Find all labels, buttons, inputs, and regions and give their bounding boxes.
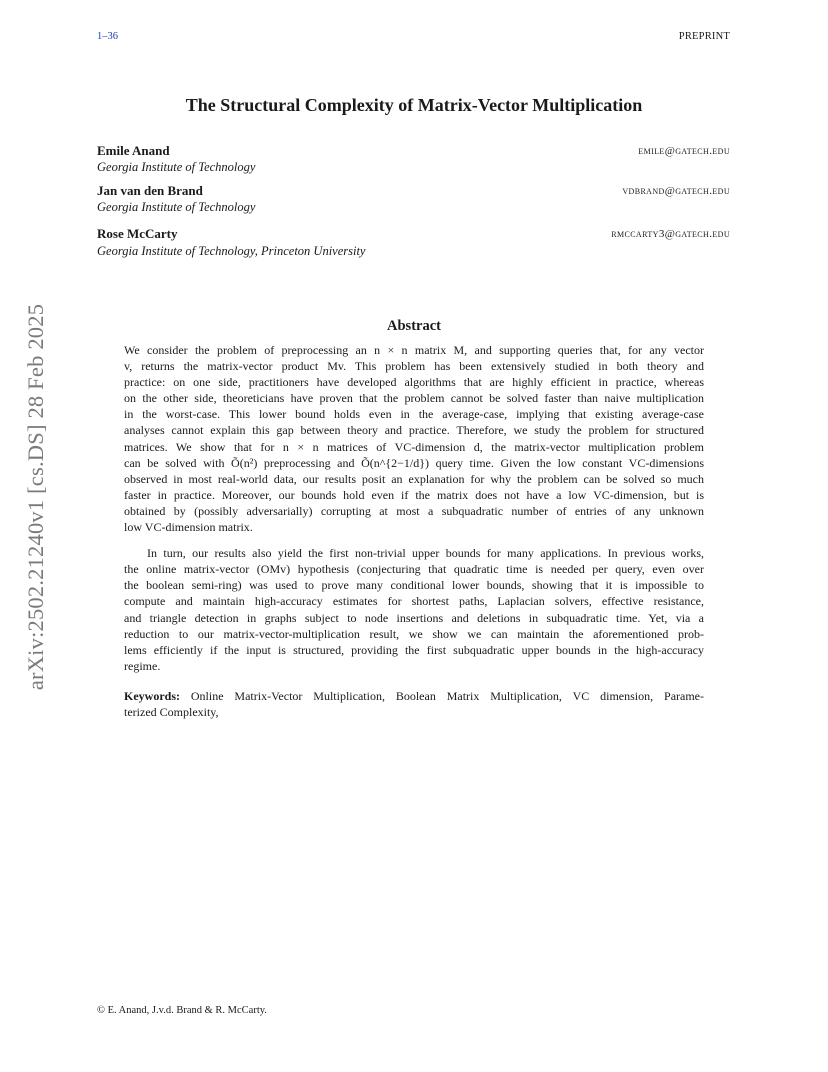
abstract-line: on the other side, theoreticians have proven that the problem cannot be solved faster than naive multiplication: [124, 391, 704, 406]
abstract-paragraph-2: [124, 545, 704, 674]
author-name: Emile Anand: [97, 143, 170, 158]
abstract-line: practice: on one side, practitioners have developed algorithms that are highly efficient in practice, whereas: [124, 375, 704, 390]
abstract-line: reduction to our matrix-vector-multiplication result, we show we can maintain the aforementioned prob-: [124, 626, 704, 641]
abstract-line: the online matrix-vector (OMv) hypothesis (conjecturing that quadratic time is needed per query, even over: [124, 562, 704, 577]
abstract-line: obtained by (possibly adversarially) corrupting at most a subquadratic number of entries of any unknown: [124, 503, 704, 518]
abstract-line: in the worst-case. This lower bound holds even in the average-case, implying that existing average-case: [124, 407, 704, 422]
copyright-footer: © E. Anand, J.v.d. Brand & R. McCarty.: [97, 1005, 267, 1016]
abstract-line: the boolean semi-ring) was used to prove many conditional lower bounds, showing that it is impossible to: [124, 578, 704, 593]
abstract-line: observed in most real-world data, our results posit an explanation for why the problem can be solved so much: [124, 471, 704, 486]
abstract-line: In turn, our results also yield the first non-trivial upper bounds for many applications. In previous works,: [147, 546, 704, 561]
abstract-line: regime.: [124, 658, 161, 673]
author-affiliation: Georgia Institute of Technology, Princeton University: [97, 244, 366, 258]
keywords-text-continued: terized Complexity,: [124, 704, 219, 719]
keywords: [124, 688, 704, 720]
paper-title: The Structural Complexity of Matrix-Vector Multiplication: [185, 95, 643, 115]
author-name: Jan van den Brand: [97, 183, 203, 198]
abstract-line: low VC-dimension matrix.: [124, 520, 253, 535]
page-range[interactable]: 1–36: [97, 31, 118, 42]
keywords-label: Keywords:: [124, 688, 180, 703]
abstract-line: analyses cannot explain this gap between theory and practice. Therefore, we study the problem for structured: [124, 423, 704, 438]
preprint-label: PREPRINT: [678, 31, 730, 42]
abstract-line: v, returns the matrix-vector product Mv. This problem has been extensively studied in both theory and: [124, 359, 704, 374]
abstract-line: matrices. We show that for n × n matrices of VC-dimension d, the matrix-vector multiplication problem: [124, 439, 704, 454]
author-email: vdbrand@gatech.edu: [622, 185, 730, 197]
abstract-line: compute and maintain high-accuracy estimates for shortest paths, Laplacian solvers, effective resistance,: [124, 594, 704, 609]
keywords-text: Online Matrix-Vector Multiplication, Boolean Matrix Multiplication, VC dimension, Parame-: [190, 688, 704, 703]
abstract-line: lems efficiently if the input is structured, providing the first subquadratic upper bounds in the high-accuracy: [124, 642, 704, 657]
abstract-paragraph-1: [124, 342, 704, 535]
abstract-heading: Abstract: [387, 318, 441, 334]
author-affiliation: Georgia Institute of Technology: [97, 200, 256, 214]
author-email: emile@gatech.edu: [638, 145, 730, 157]
author-email: rmccarty3@gatech.edu: [611, 228, 730, 240]
abstract-line: faster in practice. Moreover, our bounds hold even if the matrix does not have a low VC-dimension, but is: [124, 487, 704, 502]
abstract-line: and triangle detection in graphs subject to node insertions and deletions in subquadratic time. Yet, via a: [124, 610, 704, 625]
arxiv-identifier-stamp[interactable]: arXiv:2502.21240v1 [cs.DS] 28 Feb 2025: [23, 303, 48, 691]
abstract-body: [124, 342, 704, 720]
abstract-line: can be solved with Õ(n²) preprocessing and Õ(n^{2−1/d}) query time. Given the low constant VC-dimensions: [124, 455, 704, 470]
author-name: Rose McCarty: [97, 226, 178, 241]
abstract-line: We consider the problem of preprocessing an n × n matrix M, and supporting queries that, for any vector: [124, 343, 704, 357]
author-affiliation: Georgia Institute of Technology: [97, 160, 256, 174]
